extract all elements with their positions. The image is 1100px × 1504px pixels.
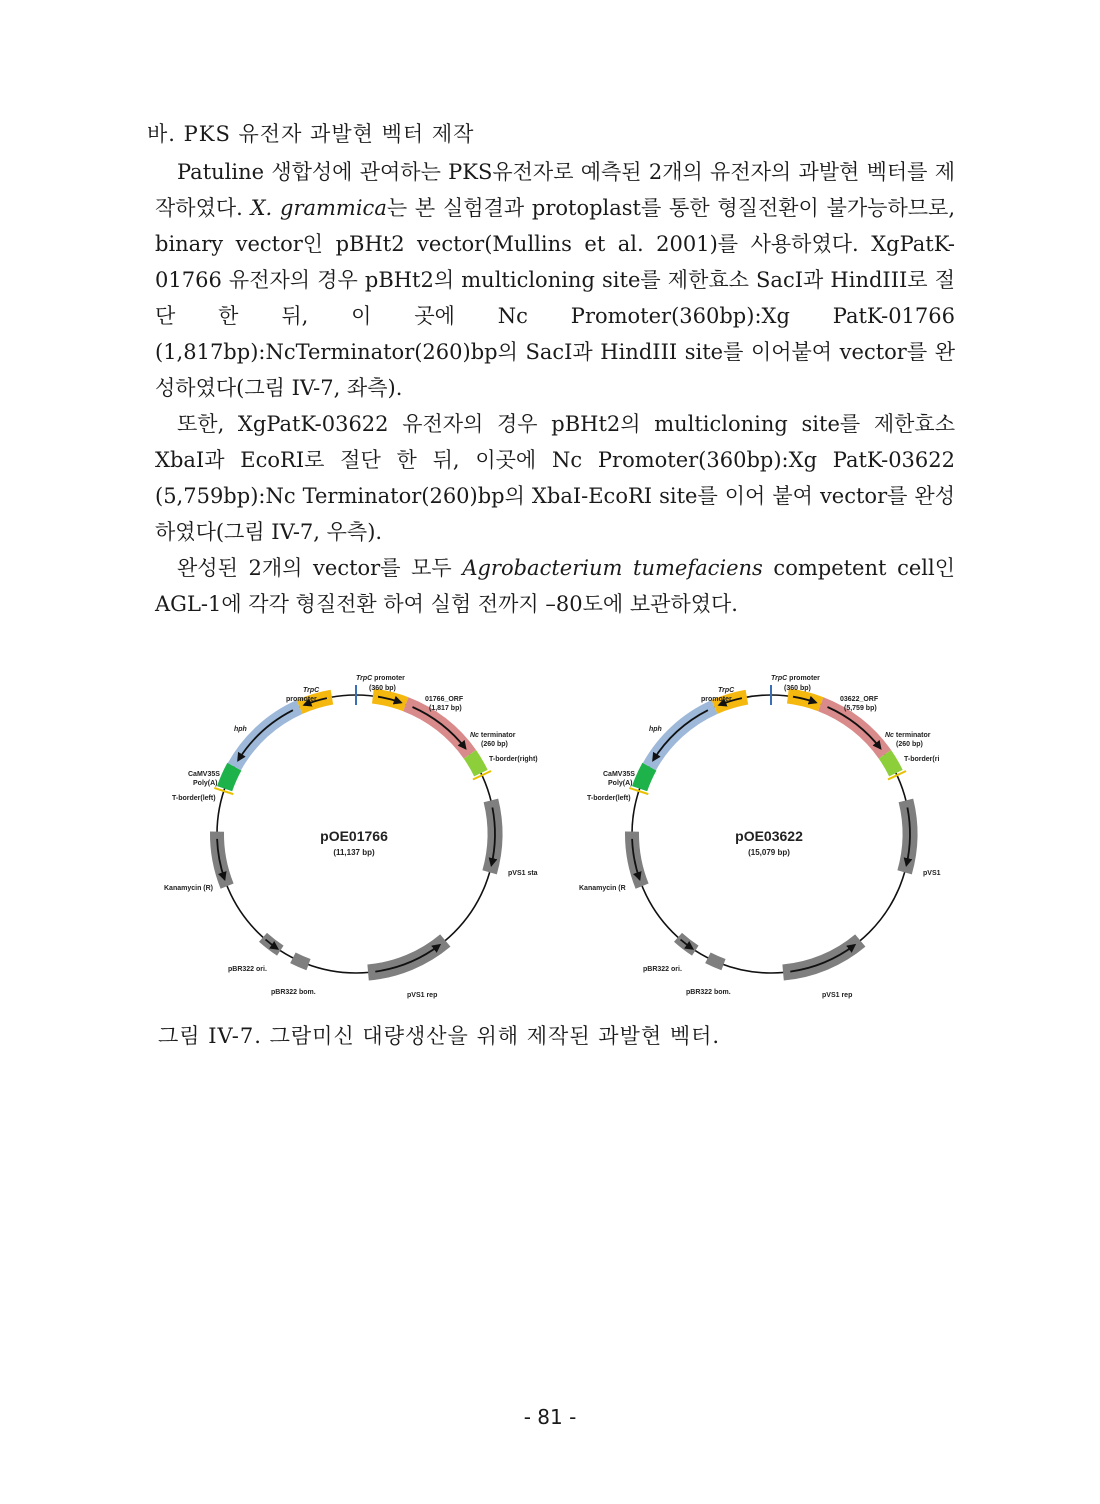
species-name-italic: X. grammica: [250, 196, 387, 220]
pbr322-bom-block: [293, 958, 309, 965]
trpc-promoter-block: [788, 696, 821, 704]
hph-label: hph: [234, 726, 247, 733]
paragraph-3-text-c: competent cell인 AGL-1에 각각 형질전환 하여 실험 전까지 –80도에 보관하였다.: [155, 556, 955, 616]
paragraph-3: [155, 550, 955, 622]
trpc-promoter-bp-label: (360 bp): [369, 685, 396, 692]
paragraph-1-text-a: Patuline 생합성에 관여하는 PKS유전자로 예측된 2개의 유전자의 과발현 벡터를 제작하였다.: [155, 160, 955, 220]
paragraph-1: [155, 154, 955, 406]
pbr322-ori-label: pBR322 ori.: [643, 966, 682, 973]
paragraph-2: [155, 406, 955, 550]
orf-bp-label: (1,817 bp): [429, 705, 462, 712]
camv35s-label: CaMV35S: [603, 771, 635, 778]
nc-italic-label: Nc: [885, 732, 894, 739]
nc-terminator-label: [470, 732, 516, 739]
orf-label: 01766_ORF: [425, 696, 464, 703]
trpc-italic-label: TrpC: [356, 675, 373, 682]
pbr322-bom-label: pBR322 bom.: [271, 989, 316, 996]
trpc-left-italic-label: TrpC: [718, 687, 735, 694]
pbr322-bom-block: [708, 958, 724, 965]
t-border-left-label: T-border(left): [172, 795, 216, 802]
hph-label: hph: [649, 726, 662, 733]
kanamycin-label: Kanamycin (R: [579, 885, 626, 892]
camv35s-label: CaMV35S: [188, 771, 220, 778]
t-border-right-label: T-border(right): [489, 756, 538, 763]
trpc-left-italic-label: TrpC: [303, 687, 320, 694]
plasmid-size: (11,137 bp): [333, 848, 375, 857]
pvs1-sta-label: pVS1 sta: [508, 870, 538, 877]
nc-italic-label: Nc: [470, 732, 479, 739]
trpc-left-promoter-label: promoter: [286, 696, 317, 703]
pbr322-ori-label: pBR322 ori.: [228, 966, 267, 973]
section-heading: 바. PKS 유전자 과발현 벡터 제작: [147, 122, 475, 146]
pvs1-rep-label: pVS1 rep: [407, 992, 438, 999]
plasmid-map-pOE03622: [579, 675, 941, 999]
orf-label: 03622_ORF: [840, 696, 879, 703]
polya-label: Poly(A): [608, 780, 633, 787]
nc-terminator-bp-label: (260 bp): [896, 741, 923, 748]
page-number: - 81 -: [523, 1405, 577, 1429]
figure-caption: 그림 IV-7. 그람미신 대량생산을 위해 제작된 과발현 벡터.: [158, 1024, 721, 1048]
plasmid-map-figure: [150, 664, 970, 1009]
plasmid-map-pOE01766: [164, 675, 538, 999]
pvs1-sta-label: pVS1: [923, 870, 941, 877]
pvs1-rep-block: [368, 941, 445, 973]
trpc-promoter-top-label: [356, 675, 405, 682]
kanamycin-label: Kanamycin (R): [164, 885, 214, 892]
hph-block: [649, 707, 714, 767]
polya-label: Poly(A): [193, 780, 218, 787]
nc-terminator-rest-label: terminator: [478, 732, 516, 739]
nc-terminator-bp-label: (260 bp): [481, 741, 508, 748]
pvs1-rep-block: [783, 941, 860, 973]
plasmid-size: (15,079 bp): [748, 848, 790, 857]
agrobacterium-name-italic: Agrobacterium tumefaciens: [462, 556, 763, 580]
trpc-promoter-rest-label: promoter: [372, 675, 405, 682]
paragraph-2-text: 또한, XgPatK-03622 유전자의 경우 pBHt2의 multicloning site를 제한효소 XbaI과 EcoRI로 절단 한 뒤, 이곳에 Nc Promoter(360bp):Xg PatK-03622 (5,759bp):Nc Terminator(260)bp의 XbaI-EcoRI site를 이어 붙여 vector를 완성하였다(그림 IV-7, 우측).: [155, 412, 955, 544]
t-border-right-label: T-border(ri: [904, 756, 940, 763]
hph-block: [234, 707, 299, 767]
paragraph-3-text-a: 완성된 2개의 vector를 모두: [177, 556, 463, 580]
nc-terminator-block: [885, 754, 896, 773]
trpc-promoter-rest-label: promoter: [787, 675, 820, 682]
camv35s-polya-block: [640, 767, 650, 789]
pbr322-bom-label: pBR322 bom.: [686, 989, 731, 996]
trpc-left-promoter-label: promoter: [701, 696, 732, 703]
camv35s-polya-block: [225, 767, 235, 789]
nc-terminator-block: [470, 754, 481, 773]
plasmid-name: pOE03622: [735, 828, 803, 844]
trpc-promoter-top-label: [771, 675, 820, 682]
nc-terminator-rest-label: terminator: [893, 732, 931, 739]
trpc-italic-label: TrpC: [771, 675, 788, 682]
trpc-promoter-bp-label: (360 bp): [784, 685, 811, 692]
nc-terminator-label: [885, 732, 931, 739]
t-border-left-label: T-border(left): [587, 795, 631, 802]
pvs1-rep-label: pVS1 rep: [822, 992, 853, 999]
paragraph-1-text-c: 는 본 실험결과 protoplast를 통한 형질전환이 불가능하므로, binary vector인 pBHt2 vector(Mullins et al. 2001)를 사용하였다. XgPatK-01766 유전자의 경우 pBHt2의 multicloning site를 제한효소 SacI과 HindIII로 절단 한 뒤, 이 곳에 Nc Promoter(360bp):Xg PatK-01766 (1,817bp):NcTerminator(260)bp의 SacI과 HindIII site를 이어붙여 vector를 완성하였다(그림 IV-7, 좌측).: [155, 196, 955, 400]
trpc-promoter-block: [373, 696, 406, 704]
plasmid-name: pOE01766: [320, 828, 388, 844]
orf-bp-label: (5,759 bp): [844, 705, 877, 712]
